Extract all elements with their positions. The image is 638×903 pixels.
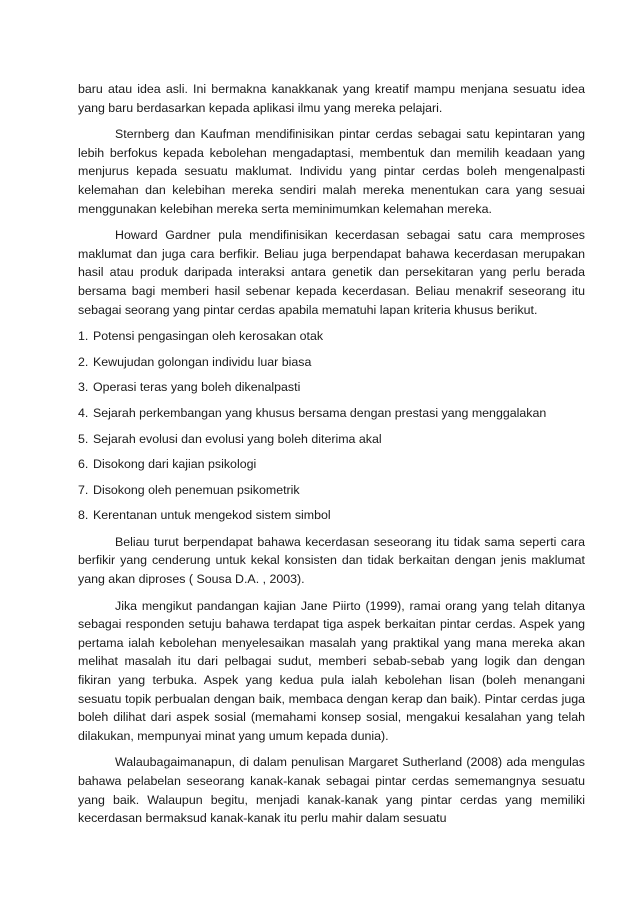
paragraph: Howard Gardner pula mendifinisikan kecerdasan sebagai satu cara memproses maklumat dan juga cara berfikir. Beliau juga berpendapat bahawa kecerdasan merupakan hasil atau produk daripada interaksi antara genetik dan persekitaran yang perlu berada bersama bagi memberi hasil sebenar kepada kecerdasan. Beliau menakrif seseorang itu sebagai seorang yang pintar cerdas apabila mematuhi lapan kriteria khusus berikut. (78, 228, 585, 317)
paragraph: baru atau idea asli. Ini bermakna kanakkanak yang kreatif mampu menjana sesuatu idea yang baru berdasarkan kepada aplikasi ilmu yang mereka pelajari. (78, 82, 585, 115)
list-number: 3. (78, 380, 89, 395)
list-item (78, 481, 585, 500)
list-number: 8. (78, 508, 89, 523)
criteria-list (78, 327, 585, 525)
list-item (78, 430, 585, 449)
document-page (78, 80, 585, 836)
paragraph: Jika mengikut pandangan kajian Jane Piirto (1999), ramai orang yang telah ditanya sebagai responden setuju bahawa terdapat tiga aspek berkaitan pintar cerdas. Aspek yang pertama ialah kebolehan menyelesaikan masalah yang praktikal yang mana mereka akan melihat masalah itu dari pelbagai sudut, memberi sebab-sebab yang logik dan dengan fikiran yang terbuka. Aspek yang kedua pula ialah kebolehan lisan (boleh menangani sesuatu topik perbualan dengan baik, membaca dengan kerap dan baik). Pintar cerdas juga boleh dilihat dari aspek sosial (memahami konsep sosial, mengakui kesalahan yang telah dilakukan, mempunyai minat yang umum kepada dunia). (78, 598, 585, 743)
list-item (78, 404, 585, 423)
list-number: 1. (78, 329, 89, 344)
list-text: Disokong oleh penemuan psikometrik (93, 482, 300, 497)
list-text: Sejarah evolusi dan evolusi yang boleh diterima akal (93, 431, 382, 446)
list-number: 4. (78, 405, 89, 420)
list-text: Potensi pengasingan oleh kerosakan otak (93, 329, 324, 344)
list-item (78, 378, 585, 397)
list-text: Disokong dari kajian psikologi (93, 457, 257, 472)
list-item (78, 327, 585, 346)
list-text: Sejarah perkembangan yang khusus bersama dengan prestasi yang menggalakan (93, 405, 547, 420)
paragraph: Sternberg dan Kaufman mendifinisikan pintar cerdas sebagai satu kepintaran yang lebih berfokus kepada kebolehan mengadaptasi, membentuk dan memilih keadaan yang menjurus kepada sesuatu maklumat. Individu yang pintar cerdas boleh mengenalpasti kelemahan dan kelebihan mereka sendiri malah mereka menentukan cara yang sesuai menggunakan kelebihan mereka serta meminimumkan kelemahan mereka. (78, 127, 585, 216)
list-number: 2. (78, 354, 89, 369)
list-number: 6. (78, 457, 89, 472)
list-number: 7. (78, 482, 89, 497)
list-text: Kerentanan untuk mengekod sistem simbol (93, 508, 331, 523)
list-number: 5. (78, 431, 89, 446)
list-text: Kewujudan golongan individu luar biasa (93, 354, 312, 369)
list-item (78, 353, 585, 372)
paragraph: Walaubagaimanapun, di dalam penulisan Margaret Sutherland (2008) ada mengulas bahawa pelabelan seseorang kanak-kanak sebagai pintar cerdas sememangnya sesuatu yang baik. Walaupun begitu, menjadi kanak-kanak yang pintar cerdas yang memiliki kecerdasan bermaksud kanak-kanak itu perlu mahir dalam sesuatu (78, 755, 585, 826)
list-item (78, 455, 585, 474)
list-item (78, 506, 585, 525)
list-text: Operasi teras yang boleh dikenalpasti (93, 380, 301, 395)
paragraph: Beliau turut berpendapat bahawa kecerdasan seseorang itu tidak sama seperti cara berfikir yang cenderung untuk kekal konsisten dan tidak berkaitan dengan jenis maklumat yang akan diproses ( Sousa D.A. , 2003). (78, 534, 585, 587)
